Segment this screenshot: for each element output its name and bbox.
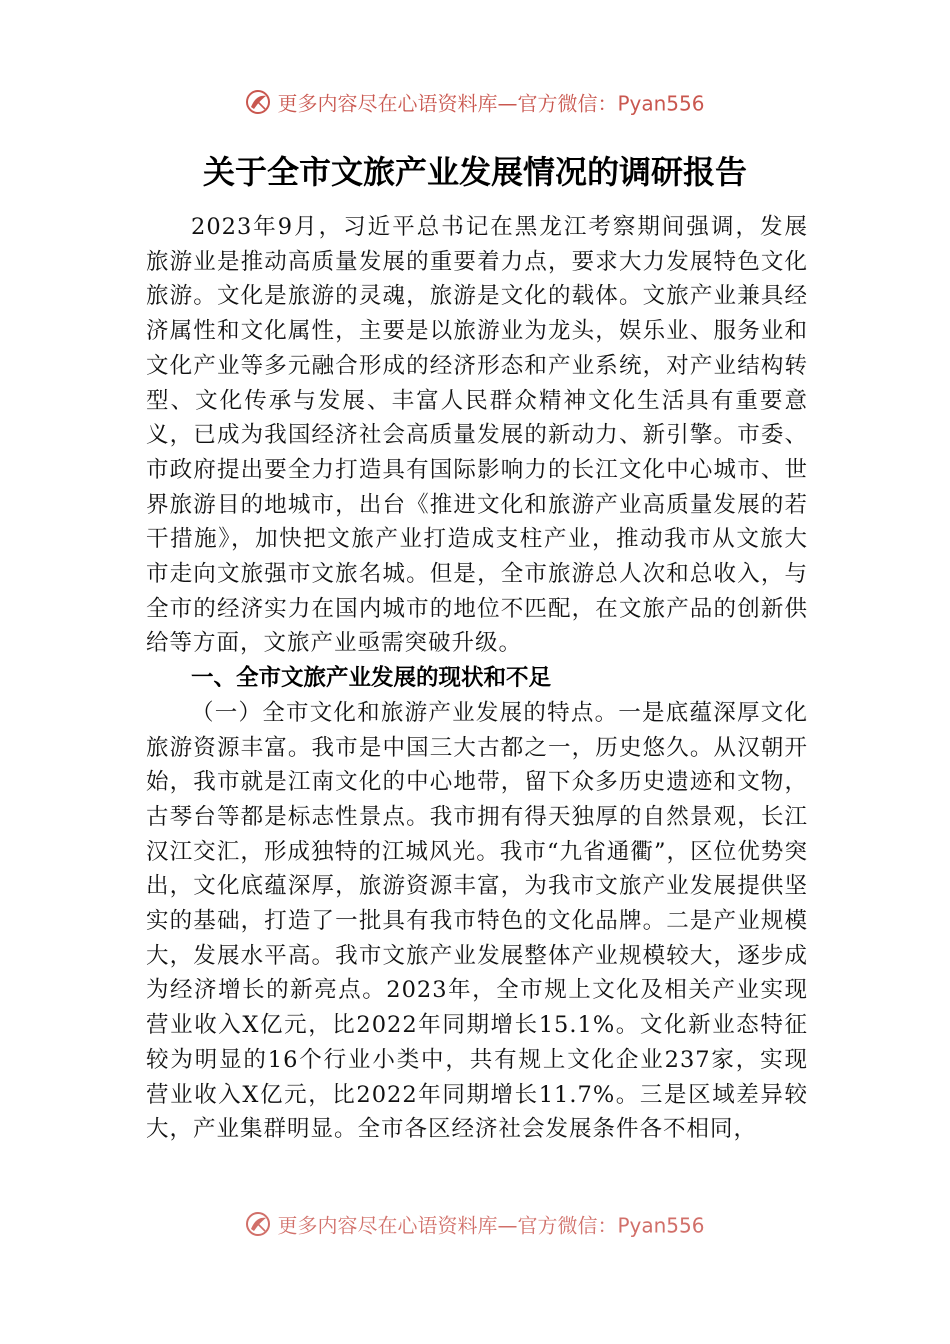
document-body [146,210,808,1147]
document-title: 关于全市文旅产业发展情况的调研报告 [202,153,747,191]
section-heading-1: 一、全市文旅产业发展的现状和不足 [191,665,552,692]
watermark-text: 更多内容尽在心语资料库—官方微信：Pyan556 [277,91,705,116]
paragraph-intro: 2023年9月，习近平总书记在黑龙江考察期间强调，发展旅游业是推动高质量发展的重要着力点，要求大力发展特色文化旅游。文化是旅游的灵魂，旅游是文化的载体。文旅产业兼具经济属性和文化属性，主要是以旅游业为龙头，娱乐业、服务业和文化产业等多元融合形成的经济形态和产业系统，对产业结构转型、文化传承与发展、丰富人民群众精神文化生活具有重要意义，已成为我国经济社会高质量发展的新动力、新引擎。市委、市政府提出要全力打造具有国际影响力的长江文化中心城市、世界旅游目的地城市，出台《推进文化和旅游产业高质量发展的若干措施》，加快把文旅产业打造成支柱产业，推动我市从文旅大市走向文旅强市文旅名城。但是，全市旅游总人次和总收入，与全市的经济实力在国内城市的地位不匹配，在文旅产品的创新供给等方面，文旅产业亟需突破升级。 [146,214,808,657]
watermark-logo-icon [245,1211,271,1237]
watermark-top [0,88,950,118]
watermark-logo-icon [245,89,271,115]
watermark-bottom [0,1210,950,1240]
paragraph-characteristics: （一）全市文化和旅游产业发展的特点。一是底蕴深厚文化旅游资源丰富。我市是中国三大古都之一，历史悠久。从汉朝开始，我市就是江南文化的中心地带，留下众多历史遗迹和文物，古琴台等都是标志性景点。我市拥有得天独厚的自然景观，长江汉江交汇，形成独特的江城风光。我市“九省通衢”，区位优势突出，文化底蕴深厚，旅游资源丰富，为我市文旅产业发展提供坚实的基础，打造了一批具有我市特色的文化品牌。二是产业规模大，发展水平高。我市文旅产业发展整体产业规模较大，逐步成为经济增长的新亮点。2023年，全市规上文化及相关产业实现营业收入X亿元，比2022年同期增长15.1%。文化新业态特征较为明显的16个行业小类中，共有规上文化企业237家，实现营业收入X亿元，比2022年同期增长11.7%。三是区域差异较大，产业集群明显。全市各区经济社会发展条件各不相同， [146,699,808,1143]
watermark-text: 更多内容尽在心语资料库—官方微信：Pyan556 [277,1213,705,1238]
